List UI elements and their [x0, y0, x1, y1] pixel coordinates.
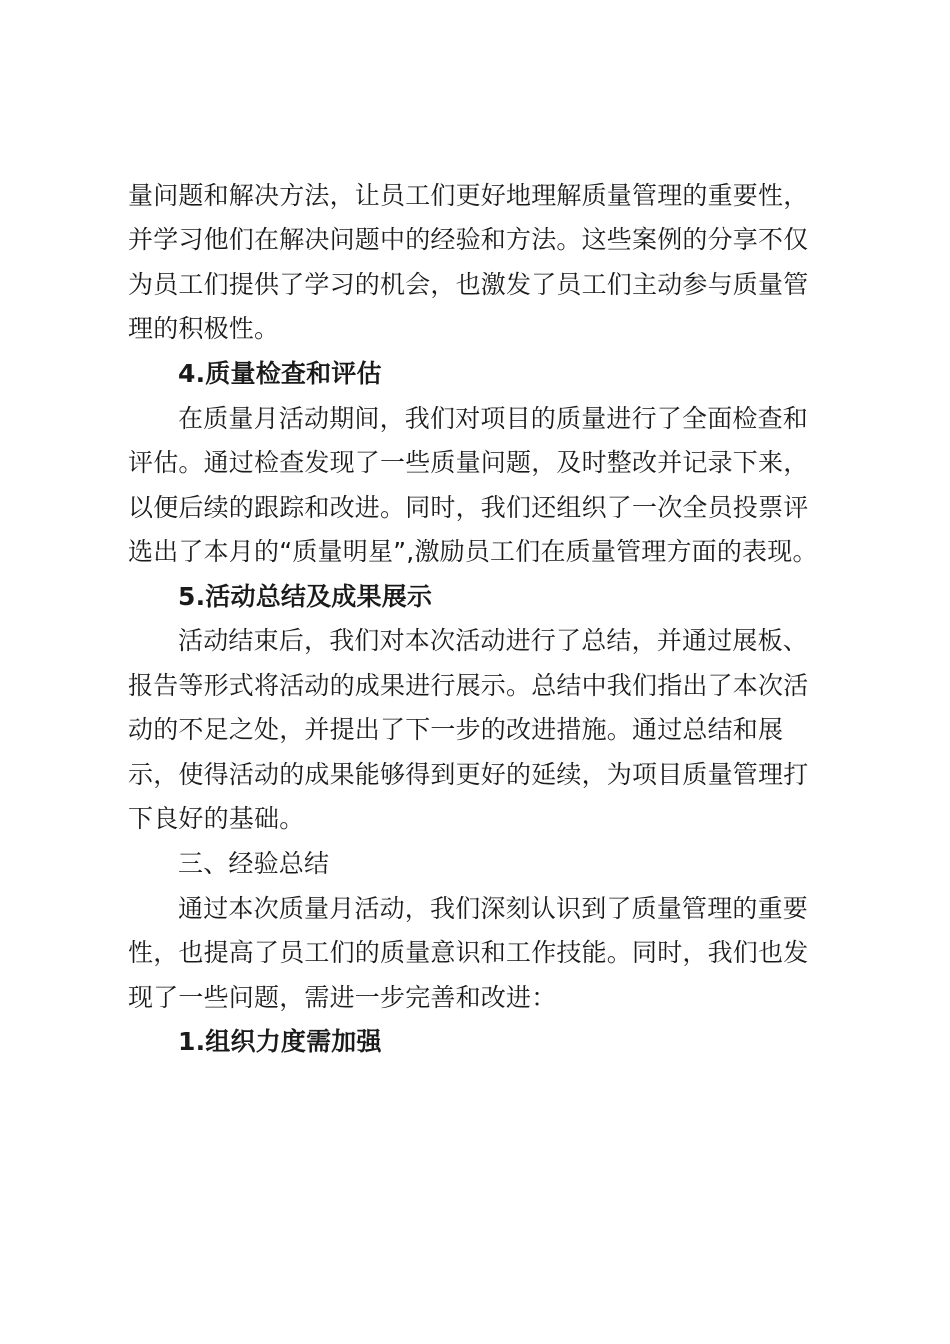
paragraph-first-line: 在质量月活动期间，我们对项目的质量进行了全面检查和	[178, 404, 809, 433]
body-line: 性，也提高了员工们的质量意识和工作技能。同时，我们也发	[128, 938, 809, 967]
section-heading-experience-summary: 三、经验总结	[178, 849, 330, 878]
body-line: 报告等形式将活动的成果进行展示。总结中我们指出了本次活	[128, 671, 809, 700]
body-line: 以便后续的跟踪和改进。同时，我们还组织了一次全员投票评	[128, 493, 809, 522]
body-line: 示，使得活动的成果能够得到更好的延续，为项目质量管理打	[128, 760, 809, 789]
body-line: 下良好的基础。	[128, 804, 305, 833]
body-line: 评估。通过检查发现了一些质量问题，及时整改并记录下来，	[128, 448, 809, 477]
body-line: 动的不足之处，并提出了下一步的改进措施。通过总结和展	[128, 715, 784, 744]
body-line: 现了一些问题，需进一步完善和改进：	[128, 983, 557, 1012]
body-line: 量问题和解决方法，让员工们更好地理解质量管理的重要性，	[128, 181, 809, 210]
body-line: 为员工们提供了学习的机会，也激发了员工们主动参与质量管	[128, 270, 809, 299]
section-heading-activity-summary: 5.活动总结及成果展示	[178, 582, 433, 611]
body-line: 理的积极性。	[128, 314, 280, 343]
paragraph-first-line: 活动结束后，我们对本次活动进行了总结，并通过展板、	[178, 626, 809, 655]
body-line: 选出了本月的“质量明星”,激励员工们在质量管理方面的表现。	[128, 537, 818, 566]
paragraph-first-line: 通过本次质量月活动，我们深刻认识到了质量管理的重要	[178, 894, 809, 923]
section-heading-organization: 1.组织力度需加强	[178, 1027, 382, 1056]
body-line: 并学习他们在解决问题中的经验和方法。这些案例的分享不仅	[128, 225, 809, 254]
section-heading-quality-inspection: 4.质量检查和评估	[178, 359, 382, 388]
